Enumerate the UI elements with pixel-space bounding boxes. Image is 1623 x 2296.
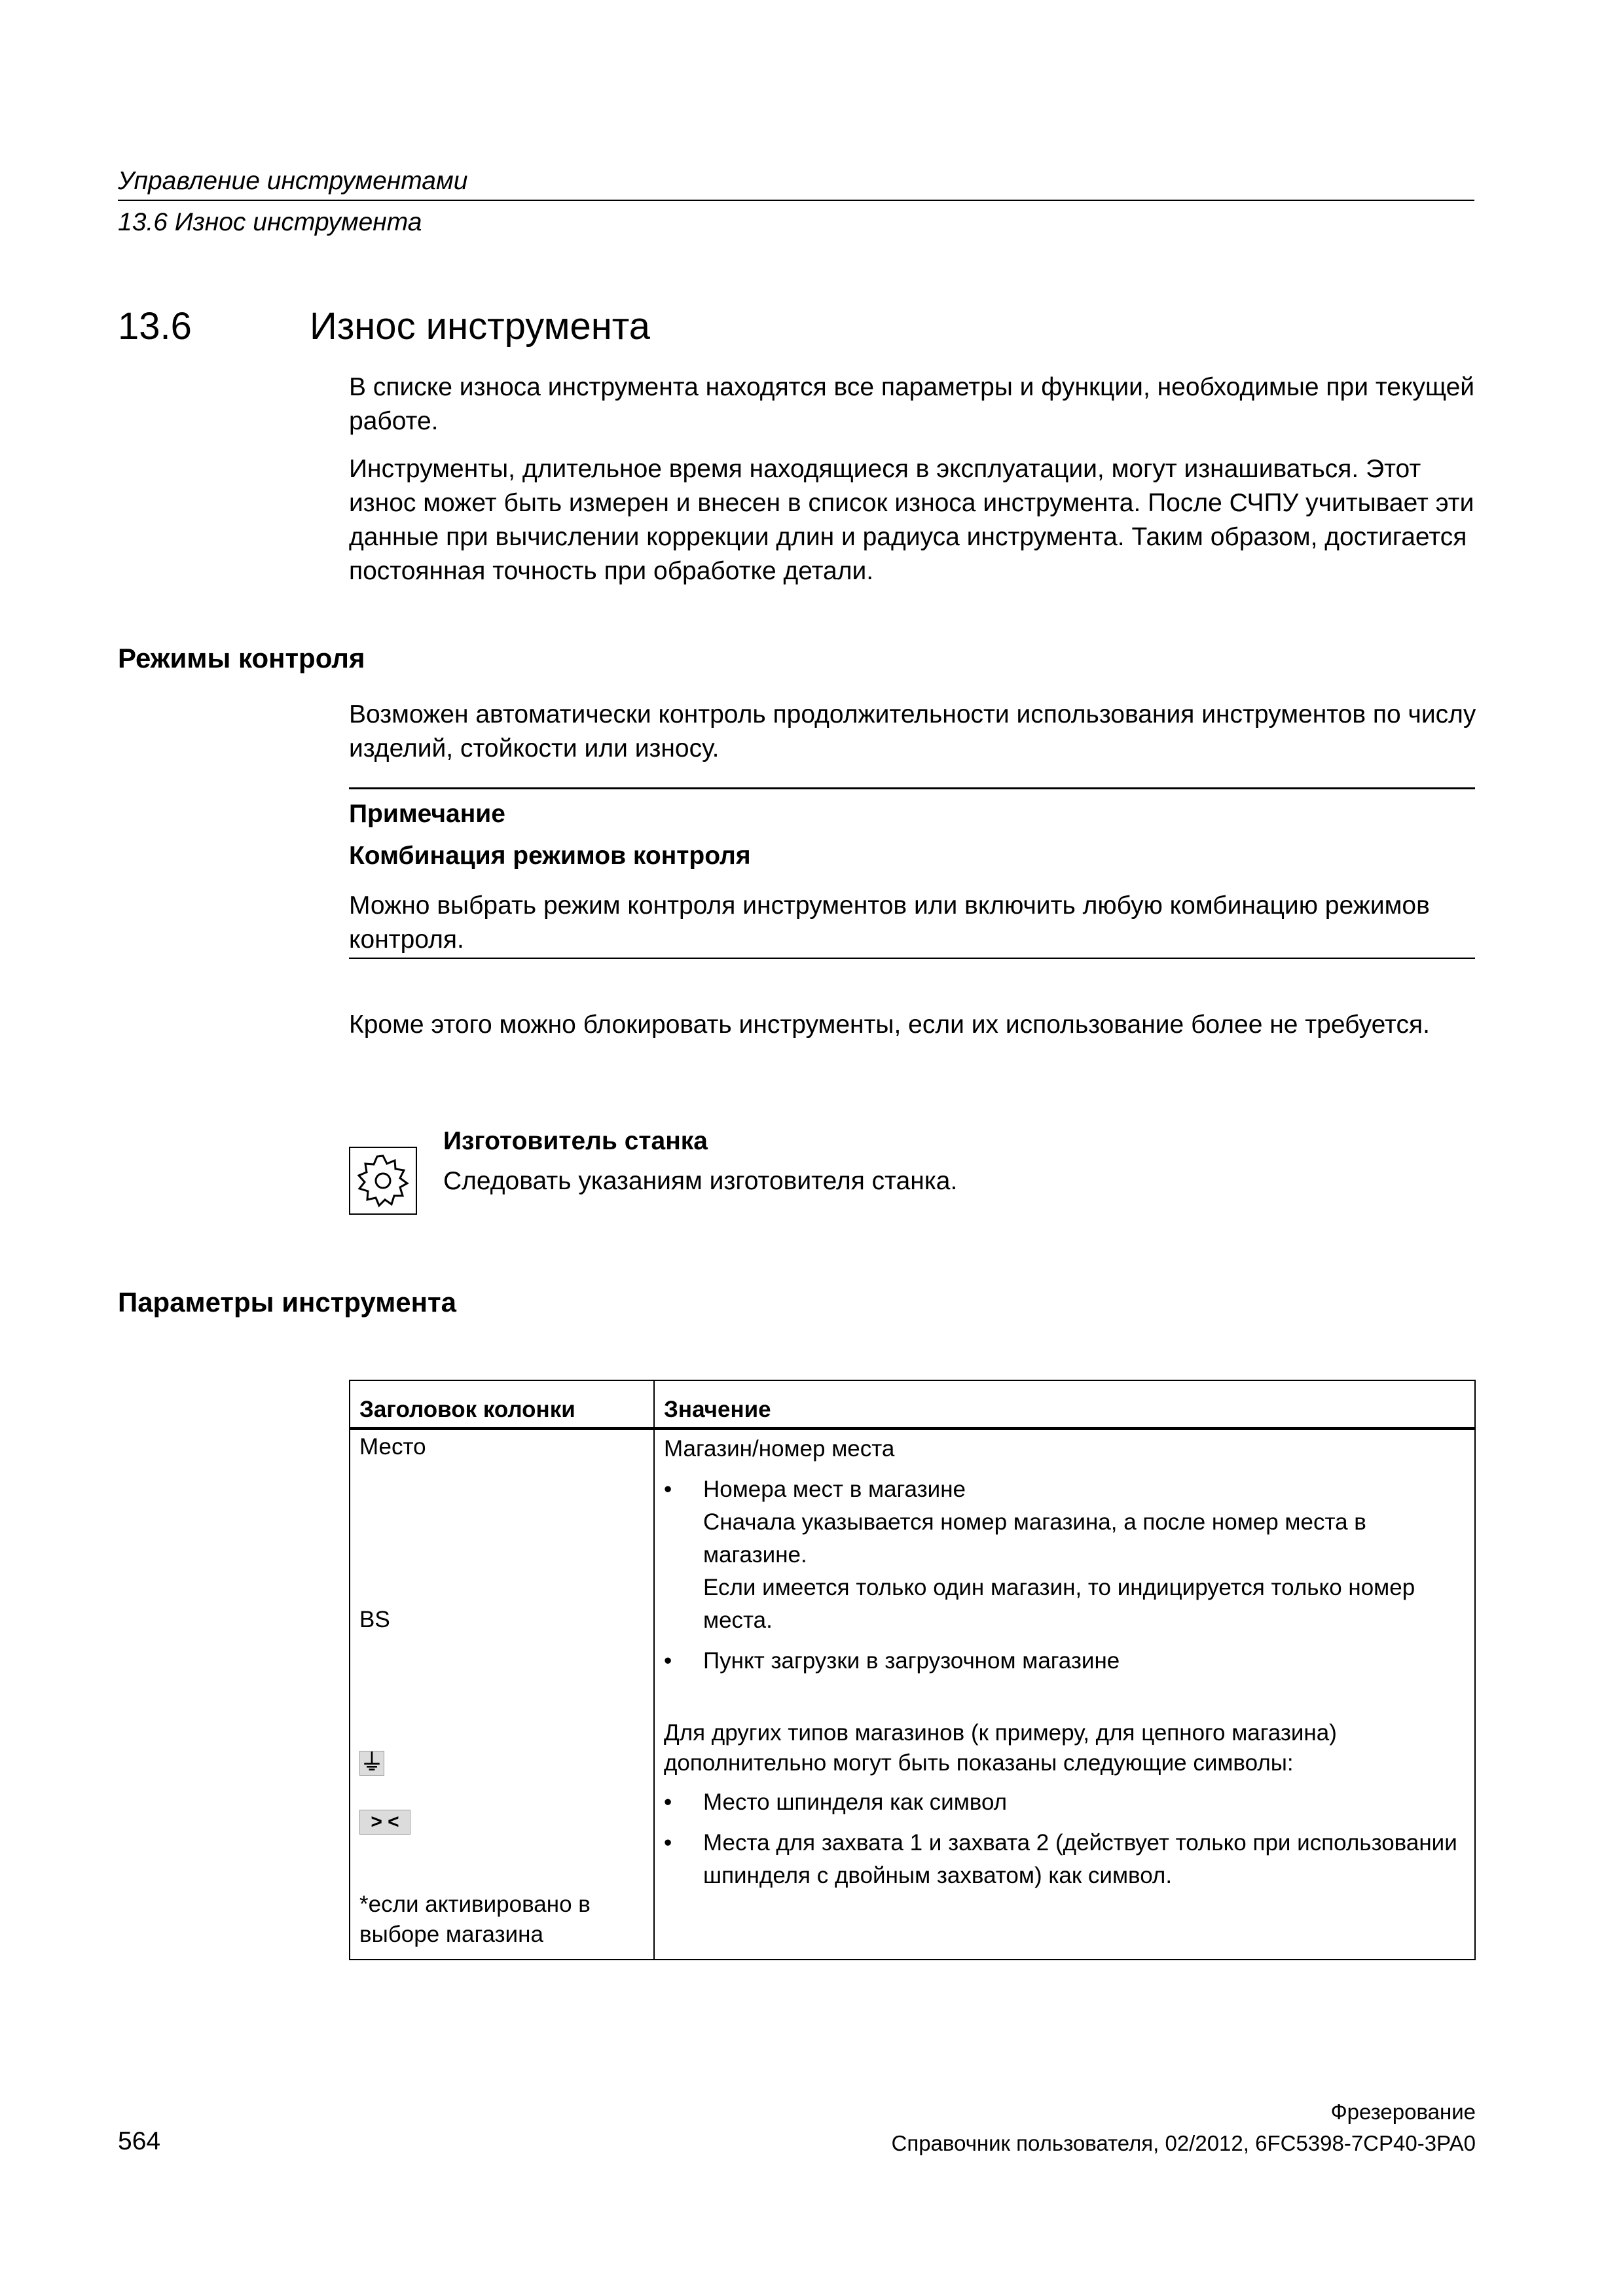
subheading-tool-parameters: Параметры инструмента	[118, 1287, 456, 1318]
header-divider	[118, 200, 1474, 201]
footer-manual-info: Справочник пользователя, 02/2012, 6FC5398-7CP40-3PA0	[891, 2131, 1476, 2155]
subheading-monitoring: Режимы контроля	[118, 643, 365, 673]
page-number: 564	[118, 2127, 161, 2155]
gripper-symbol-icon: > <	[359, 1810, 410, 1835]
footer-product: Фрезерование	[1330, 2100, 1476, 2124]
other-types-text: Для других типов магазинов (к примеру, для цепного магазина) дополнительно могут быть показаны следующие символы:	[664, 1720, 1337, 1776]
cell-note: *если активировано в выборе магазина	[359, 1892, 591, 1947]
note-title: Комбинация режимов контроля	[349, 842, 751, 870]
spindle-symbol-icon: ⏚	[360, 1750, 384, 1776]
cell-place: Место	[359, 1434, 426, 1460]
section-number: 13.6	[118, 305, 192, 348]
parameters-table	[349, 1380, 1476, 1960]
value-line-magazine: Магазин/номер места	[664, 1436, 895, 1462]
list-item: • Номера мест в магазине Сначала указывается номер магазина, а после номер места в магазине. Если имеется только один магазин, то индицируется только номер места.	[664, 1477, 1415, 1633]
list-item: • Места для захвата 1 и захвата 2 (действует только при использовании шпинделя с двойным захватом) как символ.	[664, 1830, 1457, 1888]
manufacturer-text: Следовать указаниям изготовителя станка.	[443, 1167, 958, 1195]
table-row	[350, 1429, 1475, 1960]
intro-paragraph-2: Инструменты, длительное время находящиеся в эксплуатации, могут изнашиваться. Этот износ может быть измерен и внесен в список износа инструмента. После СЧПУ учитывает эти данные при вычислении коррекции длин и радиуса инструмента. Таким образом, достигается постоянная точность при обработке детали.	[349, 455, 1474, 585]
column-header-name: Заголовок колонки	[350, 1380, 654, 1429]
intro-paragraph-1: В списке износа инструмента находятся все параметры и функции, необходимые при текущей работе.	[349, 373, 1475, 435]
note-bottom-rule	[349, 958, 1475, 959]
running-header-section: 13.6 Износ инструмента	[118, 208, 422, 236]
note-top-rule	[349, 787, 1475, 789]
manufacturer-title: Изготовитель станка	[443, 1127, 708, 1155]
bullet-list-2	[664, 1786, 1465, 1892]
cell-column-name	[350, 1429, 654, 1960]
note-label: Примечание	[349, 800, 505, 828]
running-header-chapter: Управление инструментами	[118, 167, 468, 195]
column-header-value: Значение	[654, 1380, 1475, 1429]
cell-bs: BS	[359, 1607, 390, 1632]
section-title: Износ инструмента	[310, 305, 650, 348]
list-item: • Место шпинделя как символ	[664, 1789, 1008, 1815]
bullet-list-1	[664, 1473, 1465, 1677]
cell-value	[654, 1429, 1475, 1960]
block-tools-text: Кроме этого можно блокировать инструменты, если их использование более не требуется.	[349, 1011, 1430, 1039]
table-header-row	[350, 1380, 1475, 1429]
note-text: Можно выбрать режим контроля инструментов или включить любую комбинацию режимов контроля.	[349, 891, 1430, 954]
list-item: • Пункт загрузки в загрузочном магазине	[664, 1648, 1120, 1674]
monitoring-text: Возможен автоматически контроль продолжительности использования инструментов по числу изделий, стойкости или износу.	[349, 700, 1476, 762]
gear-icon	[349, 1147, 417, 1215]
